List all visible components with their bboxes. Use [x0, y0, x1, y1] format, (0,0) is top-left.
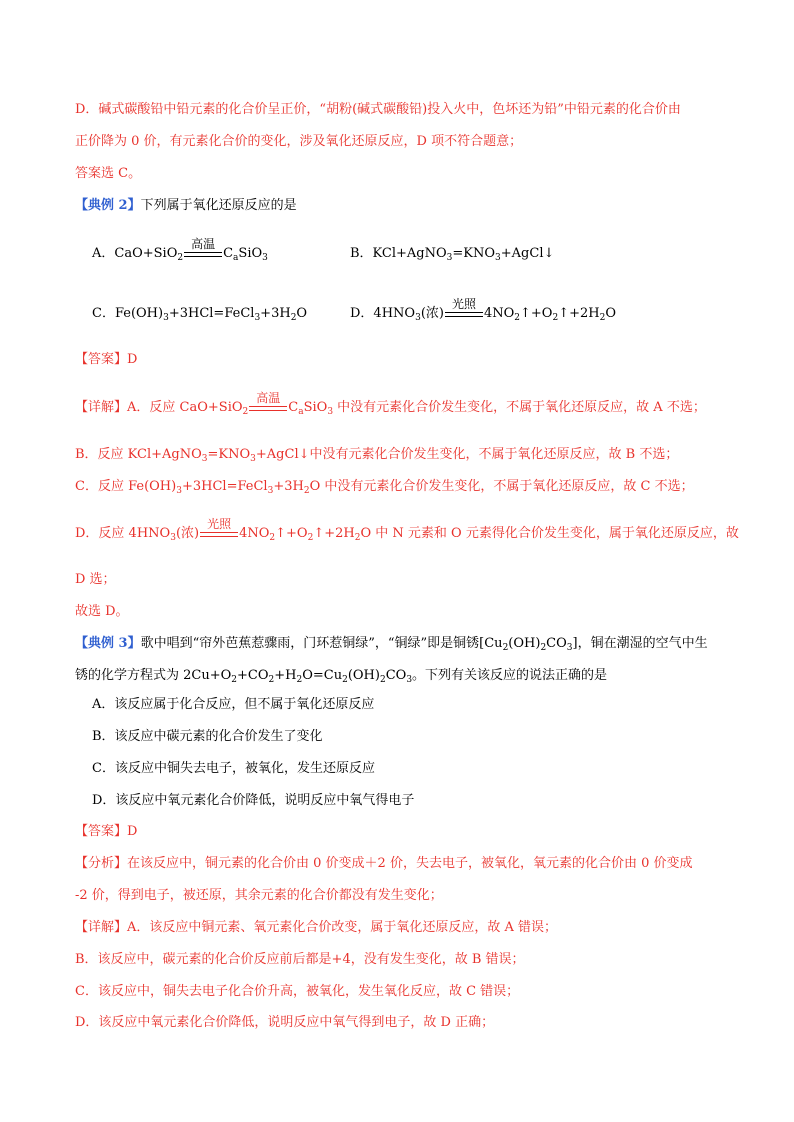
example-3-question: 【典例 3】歌中唱到“帘外芭蕉惹骤雨，门环惹铜绿”，“铜绿”即是铜锈$[Cu_2(OH)_2CO_3]$，铜在潮湿的空气中生	[75, 636, 708, 653]
reaction-condition-arrow: 光照	[445, 307, 483, 321]
detail-line-d: D．该反应中氧元素化合价降低，说明反应中氧气得到电子，故 D 正确；	[75, 1015, 495, 1030]
reaction-condition-arrow: 光照	[200, 527, 238, 541]
detail-line-a: 【详解】A．该反应中铜元素、氧元素化合价改变，属于氧化还原反应，故 A 错误；	[75, 920, 558, 935]
explanation-line: 正价降为 0 价，有元素化合价的变化，涉及氧化还原反应，D 项不符合题意；	[75, 134, 523, 149]
analysis-line: 【分析】在该反应中，铜元素的化合价由 0 价变成＋2 价，失去电子，被氧化，氧元素的化合价由 0 价变成	[75, 856, 693, 871]
reaction-condition-arrow: 高温	[184, 247, 222, 261]
analysis-line: -2 价，得到电子，被还原，其余元素的化合价都没有发生变化；	[75, 888, 443, 903]
option-b: B．该反应中碳元素的化合价发生了变化	[92, 729, 323, 744]
option-d: D．$4HNO_3$(浓) 光照 $4NO_2↑+O_2↑+2H_2O$	[350, 296, 617, 323]
detail-line-d-cont: D 选；	[75, 572, 116, 587]
example-tag: 【典例 2】	[75, 198, 141, 213]
detail-line-b: B．反应 $KCl+AgNO_3=KNO_3+AgCl↓$中没有元素化合价发生变化，不属于氧化还原反应，故 B 不选；	[75, 447, 679, 464]
example-3-question-cont: 锈的化学方程式为 $2Cu+O_2+CO_2+H_2O=Cu_2(OH)_2CO_3$。下列有关该反应的说法正确的是	[75, 668, 608, 685]
final-answer: 故选 D。	[75, 604, 129, 619]
detail-line-d: D．反应 $4HNO_3$(浓) 光照 $4NO_2↑+O_2↑+2H_2O$ 中 N 元素和 O 元素得化合价发生变化，属于氧化还原反应，故	[75, 516, 739, 543]
detail-line-b: B．该反应中，碳元素的化合价反应前后都是+4，没有发生变化，故 B 错误；	[75, 952, 525, 967]
option-c: C．该反应中铜失去电子，被氧化，发生还原反应	[92, 761, 375, 776]
option-c: C．$Fe(OH)_3+3HCl=FeCl_3+3H_2O$	[92, 306, 308, 323]
detail-line-a: 【详解】A．反应 CaO+SiO$_2$ 高温 $C_aSiO_3$ 中没有元素化合价发生变化，不属于氧化还原反应，故 A 不选；	[75, 390, 706, 417]
answer-line: 【答案】D	[75, 352, 138, 367]
option-a: A．该反应属于化合反应，但不属于氧化还原反应	[92, 697, 375, 712]
answer-line: 【答案】D	[75, 824, 138, 839]
explanation-line: D．碱式碳酸铅中铅元素的化合价呈正价，“胡粉(碱式碳酸铅)投入火中，色坏还为铅”中铅元素的化合价由	[75, 102, 681, 117]
option-b: B．$KCl+AgNO_3=KNO_3+AgCl↓$	[350, 246, 555, 263]
detail-line-c: C．反应 $Fe(OH)_3+3HCl=FeCl_3+3H_2O$ 中没有元素化合价发生变化，不属于氧化还原反应，故 C 不选；	[75, 479, 694, 496]
example-2-question: 【典例 2】下列属于氧化还原反应的是	[75, 198, 297, 213]
option-d: D．该反应中氧元素化合价降低，说明反应中氧气得电子	[92, 793, 415, 808]
detail-line-c: C．该反应中，铜失去电子化合价升高，被氧化，发生氧化反应，故 C 错误；	[75, 984, 520, 999]
option-a: A．CaO+SiO$_2$ 高温 $C_aSiO_3$	[92, 236, 268, 263]
answer-line: 答案选 C。	[75, 166, 142, 181]
reaction-condition-arrow: 高温	[249, 401, 287, 415]
example-tag: 【典例 3】	[75, 636, 141, 651]
